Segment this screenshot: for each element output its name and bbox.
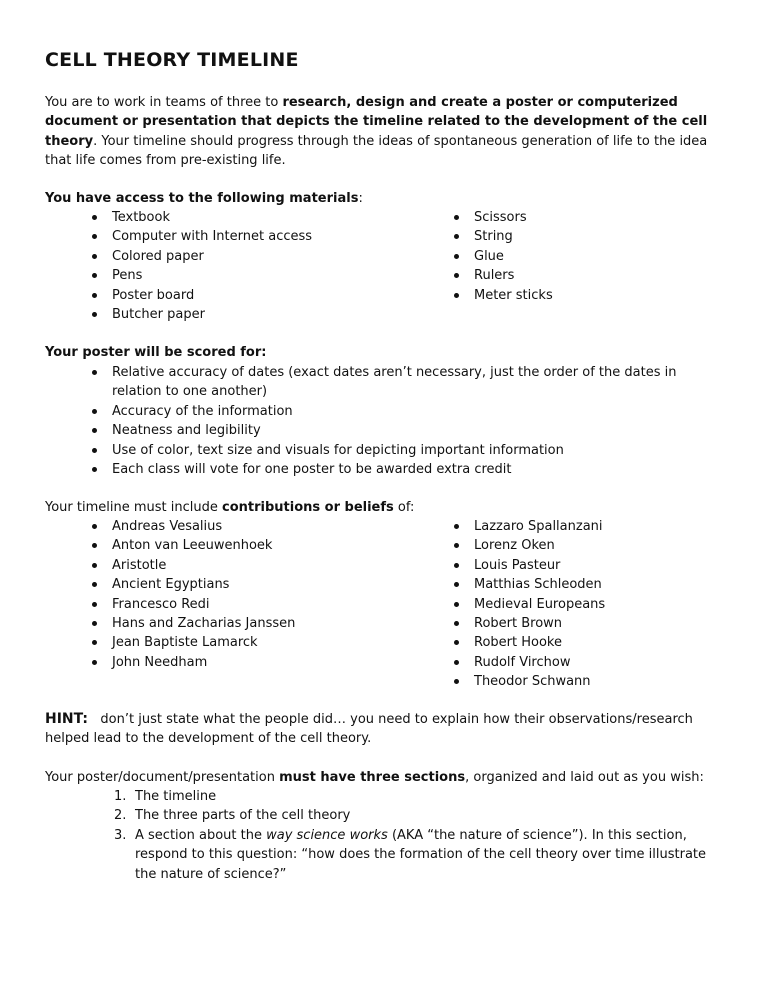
sections-text-end: , organized and laid out as you wish: <box>465 770 704 785</box>
list-item: Louis Pasteur <box>451 556 711 575</box>
contributors-list-left <box>89 517 429 672</box>
list-item: Medieval Europeans <box>451 595 711 614</box>
contributions-heading <box>45 498 414 517</box>
list-item: String <box>451 227 711 246</box>
sections-list <box>114 787 714 884</box>
scoring-list <box>89 363 709 479</box>
list-item: Lorenz Oken <box>451 536 711 555</box>
materials-heading-bold: You have access to the following materials <box>45 191 359 206</box>
list-item: Butcher paper <box>89 305 429 324</box>
hint-text: don’t just state what the people did… you need to explain how their observations/research helped lead to the development of the cell theory. <box>45 712 698 747</box>
list-item: Each class will vote for one poster to be awarded extra credit <box>89 460 709 479</box>
sections-requirement <box>45 768 735 787</box>
list-item: Ancient Egyptians <box>89 575 429 594</box>
sections-text-bold: must have three sections <box>279 770 466 785</box>
list-item: Lazzaro Spallanzani <box>451 517 711 536</box>
list-item: Accuracy of the information <box>89 402 709 421</box>
item-text-start: A section about the <box>135 827 267 843</box>
item-number: 3. <box>114 827 127 843</box>
list-item: Robert Brown <box>451 614 711 633</box>
list-item: John Needham <box>89 653 429 672</box>
list-item: Andreas Vesalius <box>89 517 429 536</box>
item-number: 1. <box>114 789 127 804</box>
list-item: Matthias Schleoden <box>451 575 711 594</box>
item-number: 2. <box>114 808 127 824</box>
item-text-end: (AKA “the nature of science”). In this section, respond to this question: “how does the formation of the cell theory over time illustrate the nature of science?” <box>135 827 707 882</box>
intro-text-bold: research, design and create a poster or computerized document or presentation that depicts the timeline related to the development of the cell theory <box>45 95 708 149</box>
list-item: Theodor Schwann <box>451 672 711 691</box>
list-item: Pens <box>89 266 429 285</box>
list-item: Aristotle <box>89 556 429 575</box>
item-text: The timeline <box>135 789 217 804</box>
list-item: Rulers <box>451 266 711 285</box>
list-item: Colored paper <box>89 247 429 266</box>
item-text-italic: way science works <box>266 827 388 843</box>
list-item: Textbook <box>89 208 429 227</box>
sections-text-start: Your poster/document/presentation <box>45 770 280 785</box>
hint-paragraph <box>45 710 725 749</box>
contributors-list-right <box>451 517 711 692</box>
list-item: Anton van Leeuwenhoek <box>89 536 429 555</box>
item-text: The three parts of the cell theory <box>135 808 351 824</box>
list-item <box>114 806 714 825</box>
list-item <box>114 787 714 806</box>
list-item: Francesco Redi <box>89 595 429 614</box>
materials-heading-colon: : <box>358 191 363 206</box>
page-title: CELL THEORY TIMELINE <box>45 49 299 71</box>
intro-paragraph <box>45 93 725 171</box>
list-item <box>114 826 714 884</box>
hint-label: HINT: <box>45 711 89 727</box>
list-item: Relative accuracy of dates (exact dates aren’t necessary, just the order of the dates in relation to one another) <box>89 363 709 402</box>
list-item: Neatness and legibility <box>89 421 709 440</box>
materials-list-left <box>89 208 429 324</box>
list-item: Computer with Internet access <box>89 227 429 246</box>
list-item: Rudolf Virchow <box>451 653 711 672</box>
contributions-heading-bold: contributions or beliefs <box>222 500 394 515</box>
materials-heading <box>45 189 363 208</box>
list-item: Meter sticks <box>451 286 711 305</box>
contributions-heading-end: of: <box>393 500 415 515</box>
list-item: Robert Hooke <box>451 633 711 652</box>
list-item: Scissors <box>451 208 711 227</box>
intro-text-start: You are to work in teams of three to <box>45 95 283 110</box>
scoring-heading <box>45 343 266 362</box>
list-item: Poster board <box>89 286 429 305</box>
materials-list-right <box>451 208 711 305</box>
list-item: Hans and Zacharias Janssen <box>89 614 429 633</box>
scoring-heading-text: Your poster will be scored for: <box>45 345 267 360</box>
intro-text-end: . Your timeline should progress through the ideas of spontaneous generation of life to the idea that life comes from pre-existing life. <box>45 133 708 169</box>
contributions-heading-start: Your timeline must include <box>45 500 222 515</box>
list-item: Jean Baptiste Lamarck <box>89 633 429 652</box>
list-item: Use of color, text size and visuals for depicting important information <box>89 441 709 460</box>
list-item: Glue <box>451 247 711 266</box>
